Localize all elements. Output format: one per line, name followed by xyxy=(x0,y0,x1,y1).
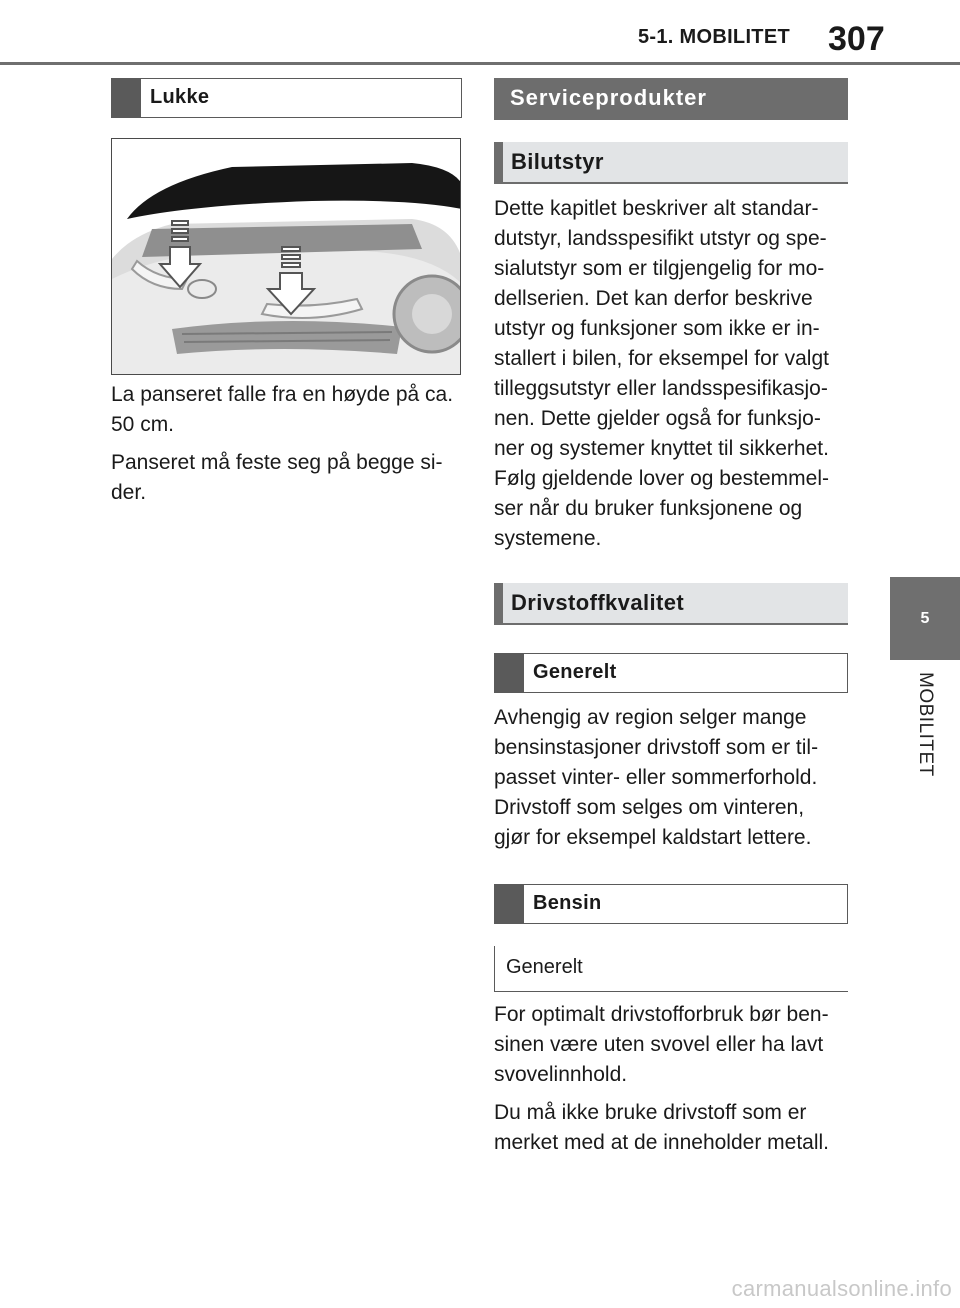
bensin-generelt-subheading xyxy=(494,946,848,992)
chapter-tab-number: 5 xyxy=(890,577,960,660)
watermark: carmanualsonline.info xyxy=(731,1276,952,1301)
subheading-bar xyxy=(494,583,503,625)
bensin-generelt-subheading-text: Generelt xyxy=(506,956,583,978)
bensin-heading xyxy=(494,884,848,924)
bensin-heading-text: Bensin xyxy=(533,892,602,914)
page-number: 307 xyxy=(828,20,885,58)
generelt-paragraph: Avhengig av region selger mange bensinstasjoner drivstoff som er til- passet vinter- eller sommerforhold. Drivstoff som selges om vinteren, gjør for eksempel kaldstart lettere. xyxy=(494,706,819,849)
chapter-tab-label-text: MOBILITET xyxy=(915,672,936,777)
heading-bar xyxy=(112,79,141,117)
bilutstyr-heading xyxy=(494,142,848,184)
header-divider xyxy=(0,62,960,65)
heading-bar xyxy=(495,654,524,692)
heading-bar xyxy=(495,885,524,923)
lukke-heading-text: Lukke xyxy=(150,86,210,108)
bilutstyr-paragraph: Dette kapitlet beskriver alt standar- dutstyr, landsspesifikt utstyr og spe- sialutstyr som er tilgjengelig for mo- dellserien. Det kan derfor beskrive utstyr og funksjoner som ikke er in- stallert i bilen, for eksempel for valgt tilleggsutstyr eller landsspesifikasjo- nen. Dette gjelder også for funksjo- ner og systemer knyttet til sikkerhet. Følg gjeldende lover og bestemmel- ser når du bruker funksjonene og systemene. xyxy=(494,197,829,550)
generelt-heading-text: Generelt xyxy=(533,661,617,683)
bensin-paragraph-1: For optimalt drivstofforbruk bør ben- sinen være uten svovel eller ha lavt svovelinnhold. xyxy=(494,1003,829,1086)
bilutstyr-heading-text: Bilutstyr xyxy=(511,149,604,174)
subheading-bar xyxy=(494,142,503,184)
section-title: 5-1. MOBILITET xyxy=(638,26,790,48)
lukke-heading xyxy=(111,78,462,118)
chapter-tab-label xyxy=(890,660,960,810)
car-hood-closing-illustration xyxy=(111,138,461,375)
lukke-paragraph-1: La panseret falle fra en høyde på ca. 50 cm. xyxy=(111,383,454,436)
lukke-paragraph-2: Panseret må feste seg på begge si- der. xyxy=(111,451,443,504)
drivstoffkvalitet-heading xyxy=(494,583,848,625)
generelt-heading xyxy=(494,653,848,693)
serviceprodukter-heading: Serviceprodukter xyxy=(494,78,848,120)
bensin-paragraph-2: Du må ikke bruke drivstoff som er merket med at de inneholder metall. xyxy=(494,1101,830,1154)
drivstoffkvalitet-heading-text: Drivstoffkvalitet xyxy=(511,590,685,615)
